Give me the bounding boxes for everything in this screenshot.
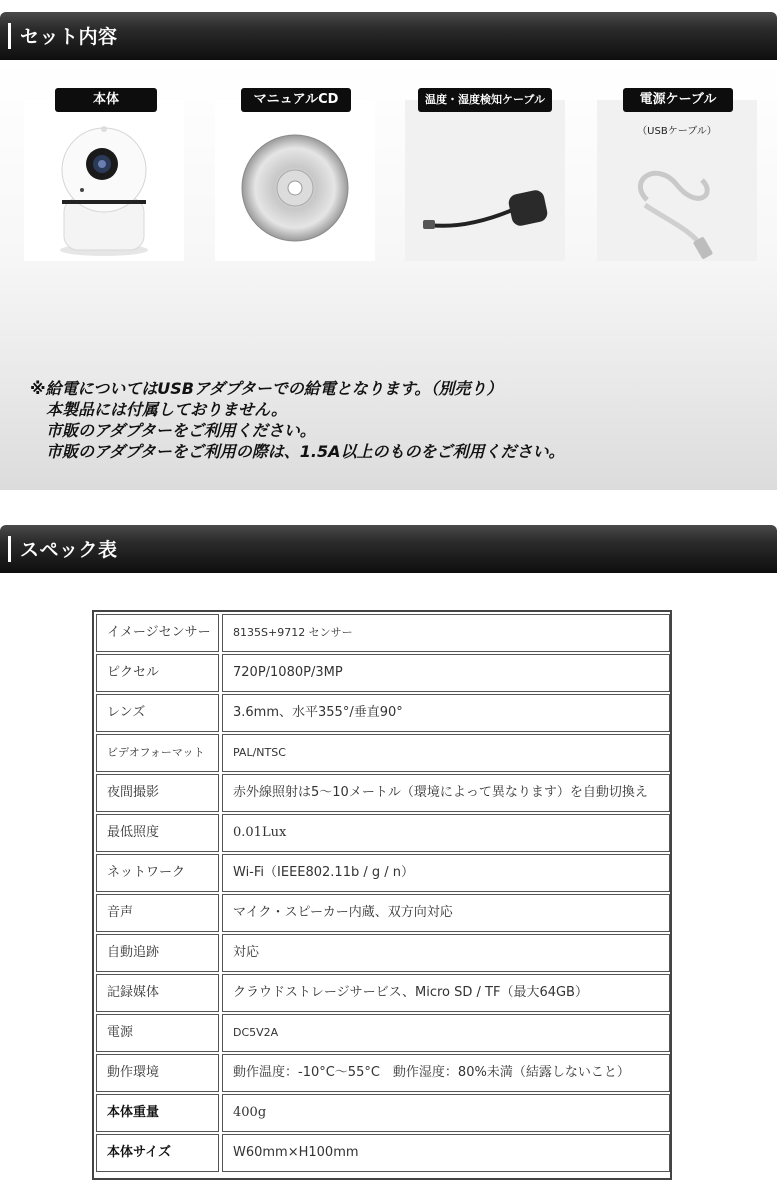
table-row bbox=[96, 774, 670, 813]
spec-value: W60mm×H100mm bbox=[222, 1134, 670, 1172]
table-row bbox=[96, 614, 670, 653]
table-row bbox=[96, 814, 670, 853]
spec-label: ピクセル bbox=[96, 654, 219, 692]
spec-label: 夜間撮影 bbox=[96, 774, 219, 812]
spec-value: 3.6mm、水平355°/垂直90° bbox=[222, 694, 670, 732]
spec-value: 400g bbox=[222, 1094, 670, 1132]
table-row bbox=[96, 1054, 670, 1093]
spec-value: PAL/NTSC bbox=[222, 734, 670, 772]
spec-label: 音声 bbox=[96, 894, 219, 932]
security-camera-icon bbox=[24, 100, 184, 261]
spec-value: 赤外線照射は5～10メートル（環境によって異なります）を自動切換え bbox=[222, 774, 670, 812]
note-line: 本製品には付属しておりません。 bbox=[30, 400, 287, 419]
spec-value: 720P/1080P/3MP bbox=[222, 654, 670, 692]
item-tag-sensor-cable: 温度・湿度検知ケーブル bbox=[418, 88, 552, 112]
table-row bbox=[96, 854, 670, 893]
table-row bbox=[96, 974, 670, 1013]
table-row bbox=[96, 934, 670, 973]
spec-label: 最低照度 bbox=[96, 814, 219, 852]
spec-label: イメージセンサー bbox=[96, 614, 219, 652]
sensor-cable-icon bbox=[405, 100, 565, 261]
sensor-cable-image bbox=[405, 100, 565, 261]
header-accent-bar bbox=[8, 536, 11, 562]
table-row bbox=[96, 1134, 670, 1173]
spec-label: 電源 bbox=[96, 1014, 219, 1052]
table-row bbox=[96, 694, 670, 733]
spec-value: クラウドストレージサービス、Micro SD / TF（最大64GB） bbox=[222, 974, 670, 1012]
power-notes bbox=[30, 378, 565, 462]
camera-image bbox=[24, 100, 184, 261]
set-contents-title: セット内容 bbox=[20, 26, 118, 48]
spec-value: DC5V2A bbox=[222, 1014, 670, 1052]
item-tag-body: 本体 bbox=[55, 88, 157, 112]
set-contents-header bbox=[0, 12, 777, 60]
spec-label: 本体サイズ bbox=[96, 1134, 219, 1172]
table-row bbox=[96, 654, 670, 693]
spec-label: 自動追跡 bbox=[96, 934, 219, 972]
spec-label: 動作環境 bbox=[96, 1054, 219, 1092]
spec-value: マイク・スピーカー内蔵、双方向対応 bbox=[222, 894, 670, 932]
spec-label: ネットワーク bbox=[96, 854, 219, 892]
item-tag-manual-cd: マニュアルCD bbox=[241, 88, 351, 112]
cd-disc-icon bbox=[215, 100, 375, 261]
spec-table bbox=[92, 610, 672, 1180]
spec-value: 動作温度：-10°C～55°C 動作湿度：80%未満（結露しないこと） bbox=[222, 1054, 670, 1092]
spec-value: 0.01Lux bbox=[222, 814, 670, 852]
spec-value: Wi-Fi（IEEE802.11b / g / n） bbox=[222, 854, 670, 892]
spec-value: 対応 bbox=[222, 934, 670, 972]
table-row bbox=[96, 734, 670, 773]
manual-cd-image bbox=[215, 100, 375, 261]
table-row bbox=[96, 1014, 670, 1053]
spec-label: レンズ bbox=[96, 694, 219, 732]
table-row bbox=[96, 894, 670, 933]
note-line: 市販のアダプターをご利用の際は、1.5A以上のものをご利用ください。 bbox=[30, 442, 565, 461]
spec-label: 本体重量 bbox=[96, 1094, 219, 1132]
spec-label: ビデオフォーマット bbox=[96, 734, 219, 772]
header-accent-bar bbox=[8, 23, 11, 49]
item-tag-power-cable: 電源ケーブル bbox=[623, 88, 733, 112]
item-subtag-usb-cable: （USBケーブル） bbox=[637, 126, 717, 137]
spec-label: 記録媒体 bbox=[96, 974, 219, 1012]
table-row bbox=[96, 1094, 670, 1133]
spec-value: 8135S+9712 センサー bbox=[222, 614, 670, 652]
note-line: ※給電についてはUSBアダプターでの給電となります。（別売り） bbox=[30, 379, 503, 398]
spec-header bbox=[0, 525, 777, 573]
spec-title: スペック表 bbox=[20, 539, 118, 561]
note-line: 市販のアダプターをご利用ください。 bbox=[30, 421, 316, 440]
